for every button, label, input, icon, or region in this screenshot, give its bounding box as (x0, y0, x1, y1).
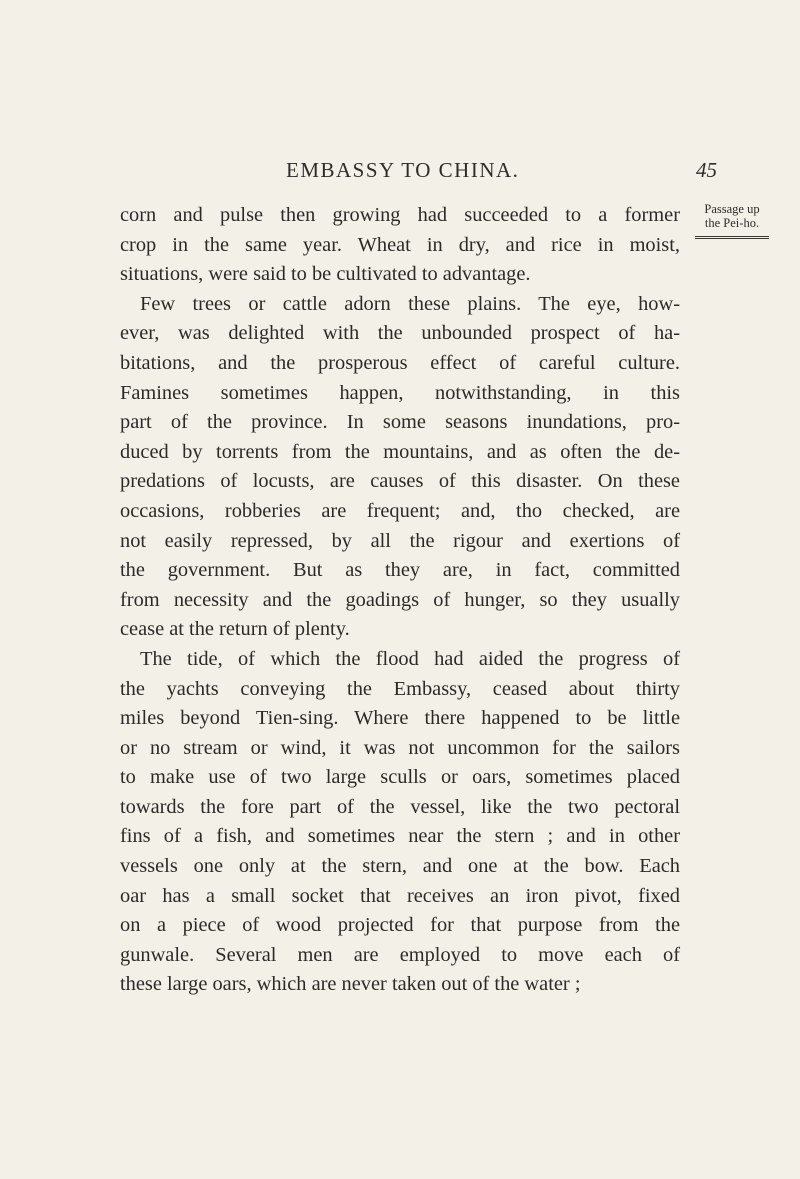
text-line: corn and pulse then growing had succeeded to a former (120, 204, 680, 226)
text-line: to make use of two large sculls or oars, sometimes placed (120, 766, 680, 789)
text-line: cease at the return of plenty. (120, 618, 350, 641)
text-line: Famines sometimes happen, notwithstanding, in this (120, 381, 680, 404)
margin-note (688, 202, 776, 239)
page-number: 45 (696, 158, 717, 182)
text-line: situations, were said to be cultivated to advantage. (120, 263, 531, 286)
text-line: vessels one only at the stern, and one at the bow. Each (120, 855, 680, 878)
text-line: on a piece of wood projected for that purpose from the (120, 914, 680, 937)
text-line: predations of locusts, are causes of this disaster. On these (120, 470, 680, 493)
text-line: or no stream or wind, it was not uncommon for the sailors (120, 736, 680, 759)
text-line: the yachts conveying the Embassy, ceased about thirty (120, 677, 680, 700)
running-title: EMBASSY TO CHINA. (286, 158, 520, 182)
body-text (120, 201, 680, 1000)
text-line: crop in the same year. Wheat in dry, and rice in moist, (120, 233, 680, 256)
text-line: these large oars, which are never taken out of the water ; (120, 973, 581, 996)
margin-note-line: Passage up (704, 202, 760, 216)
running-head (0, 158, 800, 188)
text-line: The tide, of which the flood had aided the progress of (140, 647, 680, 670)
text-line: bitations, and the prosperous effect of careful culture. (120, 351, 680, 374)
margin-note-line: the Pei-ho. (704, 216, 760, 230)
text-line: towards the fore part of the vessel, like the two pectoral (120, 795, 680, 818)
text-line: fins of a fish, and sometimes near the stern ; and in other (120, 825, 680, 848)
text-line: Few trees or cattle adorn these plains. The eye, how- (140, 292, 680, 315)
margin-note-rule (695, 236, 769, 239)
text-line: ever, was delighted with the unbounded prospect of ha- (120, 322, 680, 345)
text-line: gunwale. Several men are employed to move each of (120, 943, 680, 966)
text-line: the government. But as they are, in fact, committed (120, 559, 680, 582)
text-line: not easily repressed, by all the rigour and exertions of (120, 529, 680, 552)
text-line: part of the province. In some seasons inundations, pro- (120, 411, 680, 434)
text-line: duced by torrents from the mountains, and as often the de- (120, 440, 680, 463)
text-line: oar has a small socket that receives an iron pivot, fixed (120, 884, 680, 907)
text-line: occasions, robberies are frequent; and, tho checked, are (120, 499, 680, 522)
text-line: from necessity and the goadings of hunger, so they usually (120, 588, 680, 611)
text-line: miles beyond Tien-sing. Where there happened to be little (120, 707, 680, 730)
